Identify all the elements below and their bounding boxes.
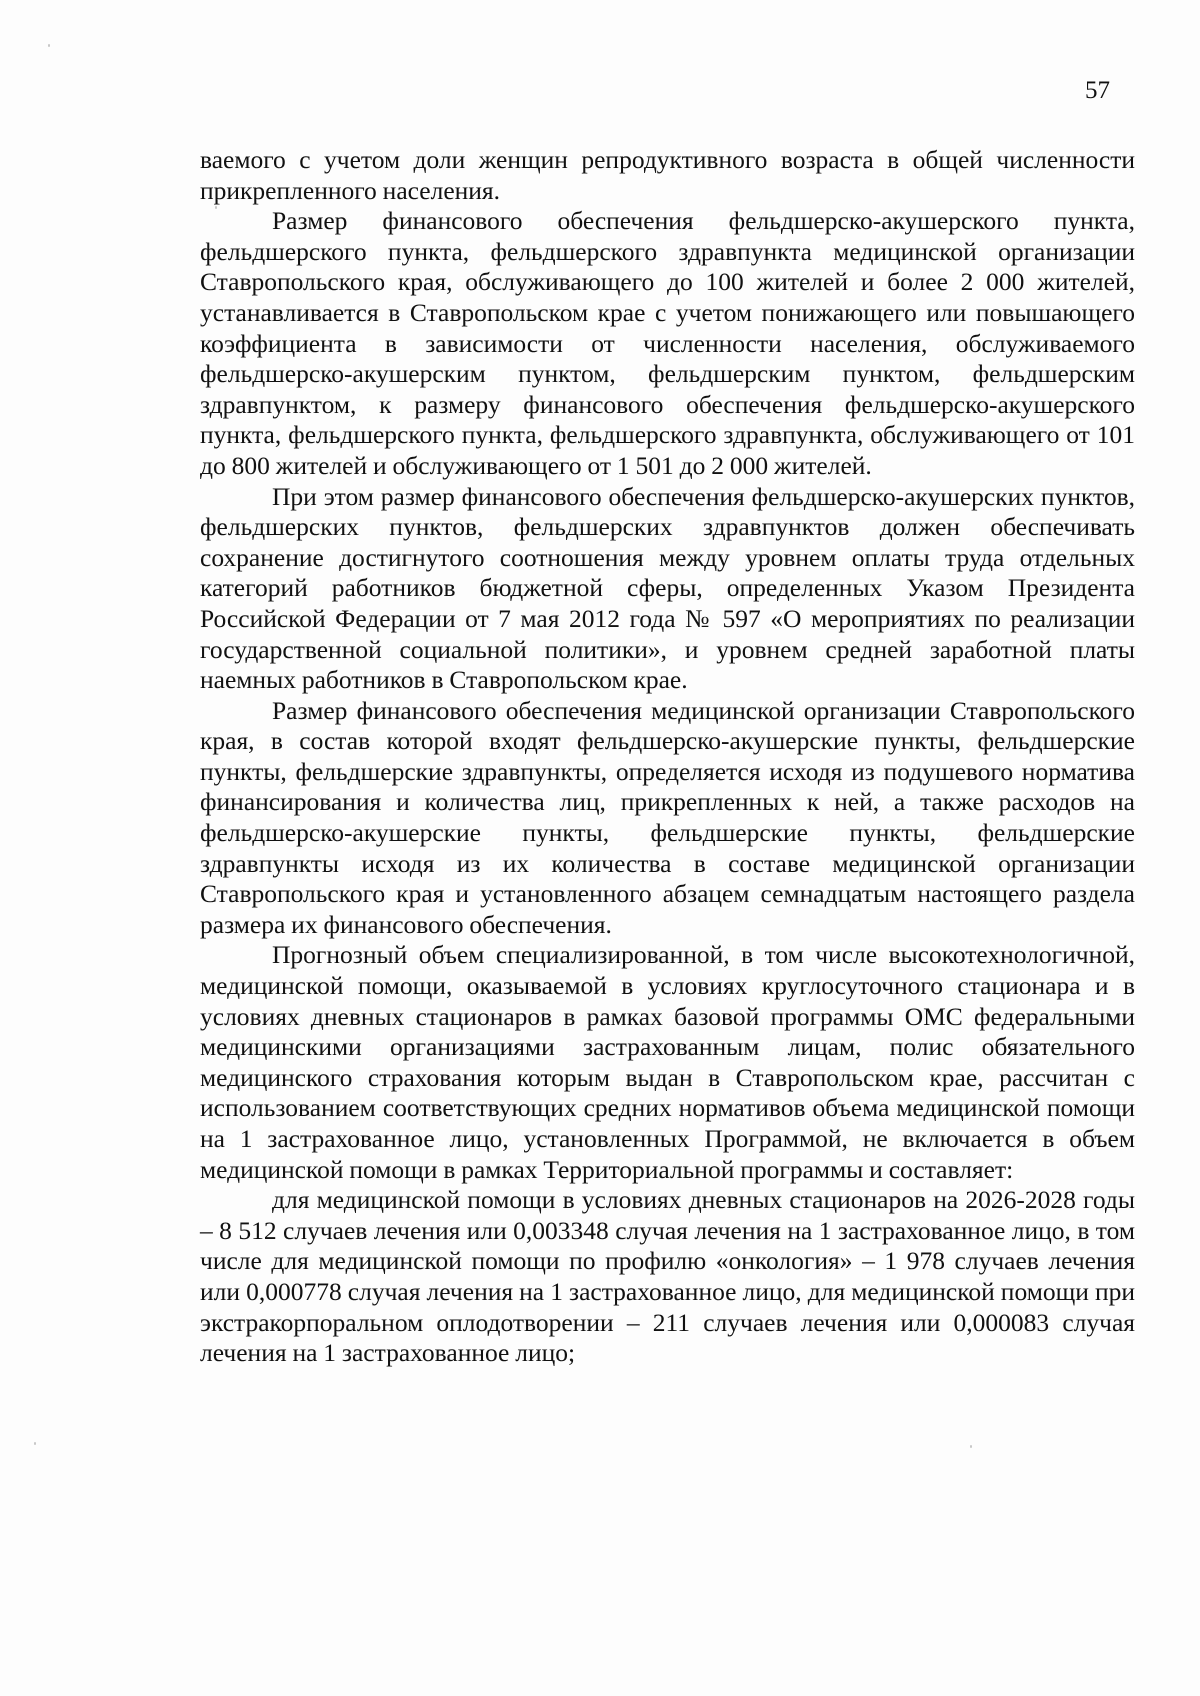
scan-speck — [34, 1442, 36, 1445]
page-number: 57 — [1085, 77, 1110, 104]
paragraph-organization-funding: Размер финансового обеспечения медицинской организации Ставропольского края, в состав которой входят фельдшерско-акушерские пункты, фельдшерские пункты, фельдшерские здравпункты, определяется исходя из подушевого норматива финансирования и количества лиц, прикрепленных к ней, а также расходов на фельдшерско-акушерские пункты, фельдшерские пункты, фельдшерские здравпункты исходя из их количества в составе медицинской организации Ставропольского края и установленного абзацем семнадцатым настоящего раздела размера их финансового обеспечения. — [200, 695, 1135, 939]
document-body — [200, 145, 1135, 1369]
paragraph-fap-funding-size: Размер финансового обеспечения фельдшерско-акушерского пункта, фельдшерского пункта, фельдшерского здравпункта медицинской организации Ставропольского края, обслуживающего до 100 жителей и более 2 000 жителей, устанавливается в Ставропольском крае с учетом понижающего или повышающего коэффициента в зависимости от численности населения, обслуживаемого фельдшерско-акушерским пунктом, фельдшерским пунктом, фельдшерским здравпунктом, к размеру финансового обеспечения фельдшерско-акушерского пункта, фельдшерского пункта, фельдшерского здравпункта, обслуживающего от 101 до 800 жителей и обслуживающего от 1 501 до 2 000 жителей. — [200, 206, 1135, 480]
paragraph-day-hospital-volume: для медицинской помощи в условиях дневных стационаров на 2026-2028 годы – 8 512 случаев лечения или 0,003348 случая лечения на 1 застрахованное лицо, в том числе для медицинской помощи по профилю «онкология» – 1 978 случаев лечения или 0,000778 случая лечения на 1 застрахованное лицо, для медицинской помощи при экстракорпоральном оплодотворении – 211 случаев лечения или 0,000083 случая лечения на 1 застрахованное лицо; — [200, 1185, 1135, 1368]
scan-speck — [215, 206, 217, 209]
paragraph-forecast-volume: Прогнозный объем специализированной, в том числе высокотехнологичной, медицинской помощи, оказываемой в условиях круглосуточного стационара и в условиях дневных стационаров в рамках базовой программы ОМС федеральными медицинскими организациями застрахованным лицам, полис обязательного медицинского страхования которым выдан в Ставропольском крае, рассчитан с использованием соответствующих средних нормативов объема медицинской помощи на 1 застрахованное лицо, установленных Программой, не включается в объем медицинской помощи в рамках Территориальной программы и составляет: — [200, 940, 1135, 1184]
paragraph-salary-ratio: При этом размер финансового обеспечения фельдшерско-акушерских пунктов, фельдшерских пунктов, фельдшерских здравпунктов должен обеспечивать сохранение достигнутого соотношения между уровнем оплаты труда отдельных категорий работников бюджетной сферы, определенных Указом Президента Российской Федерации от 7 мая 2012 года № 597 «О мероприятиях по реализации государственной социальной политики», и уровнем средней заработной платы наемных работников в Ставропольском крае. — [200, 481, 1135, 695]
scan-speck — [48, 44, 50, 47]
paragraph-continuation: ваемого с учетом доли женщин репродуктивного возраста в общей численности прикрепленного населения. — [200, 145, 1135, 205]
scan-speck — [970, 1445, 972, 1448]
